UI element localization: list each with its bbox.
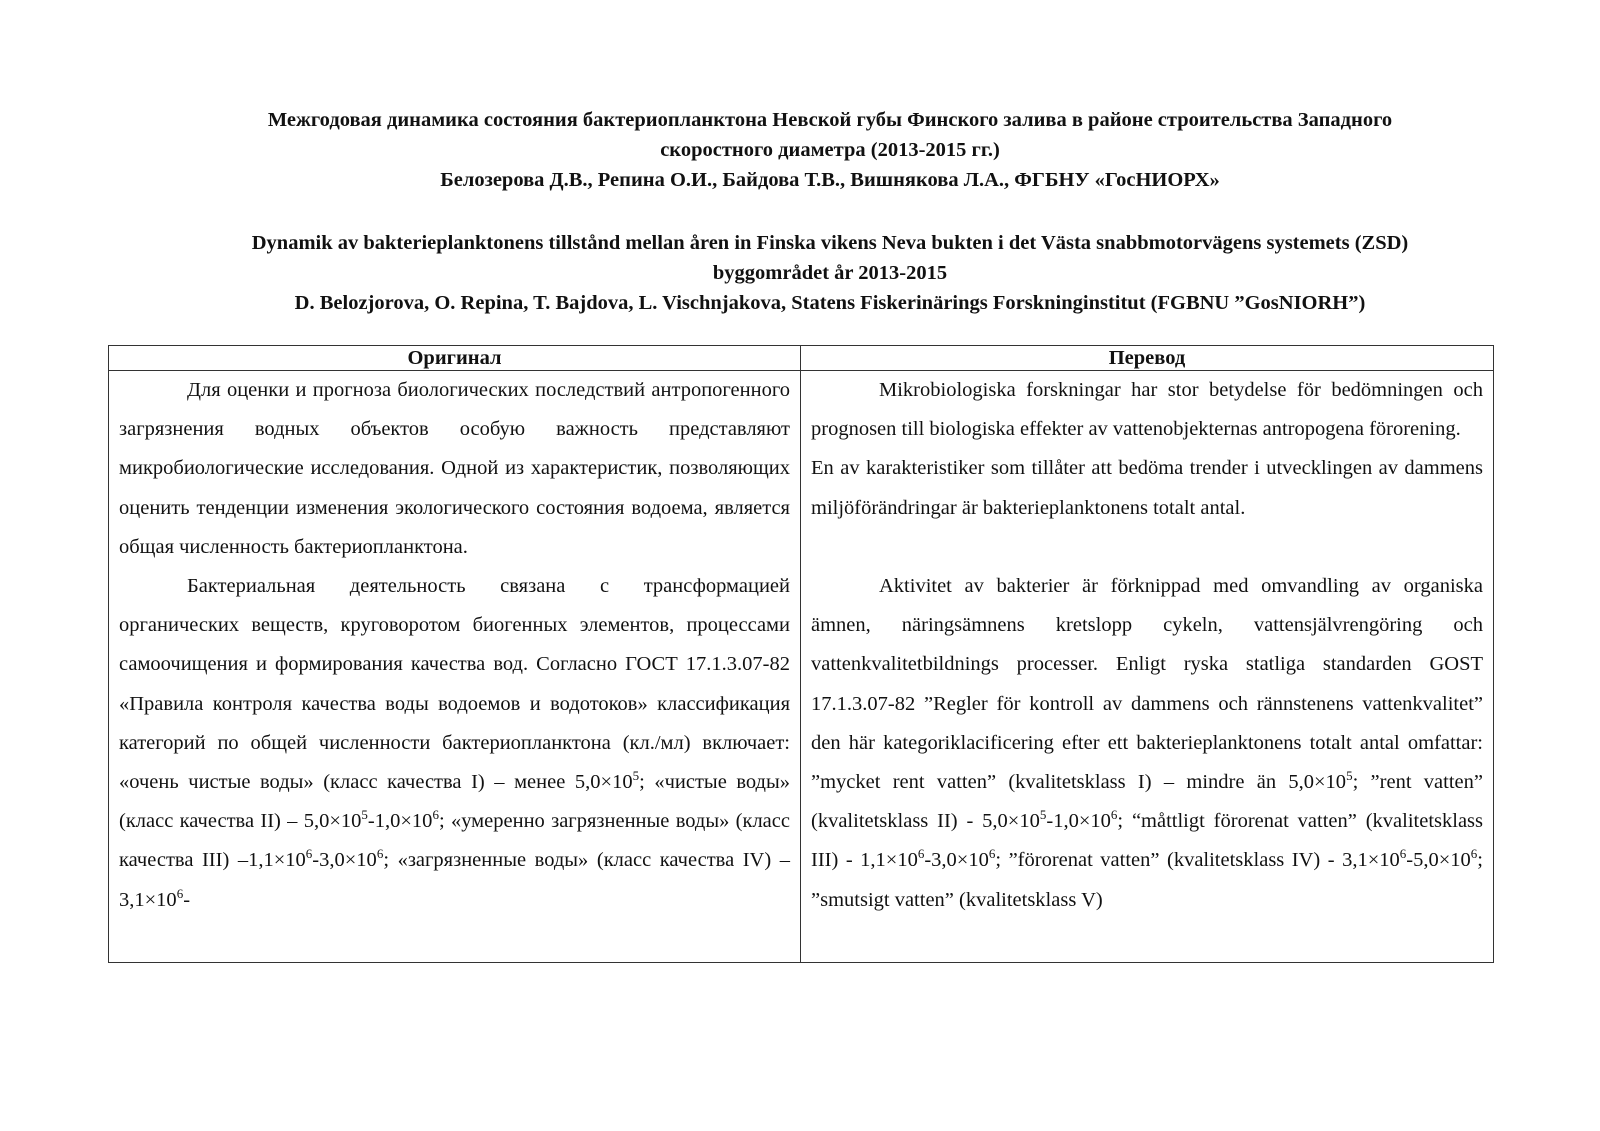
original-p2-text-b: ; «чистые воды» (класс качества II) – 5,0×10	[119, 771, 790, 833]
title-ru-line1: Межгодовая динамика состояния бактериопланктона Невской губы Финского залива в районе строительства Западного	[267, 109, 1393, 131]
table-row	[109, 371, 1494, 963]
original-cell	[109, 371, 801, 963]
original-paragraph-2	[119, 567, 790, 920]
translation-p2-text-h: ; ”smutsigt vatten” (kvalitetsklass V)	[811, 849, 1483, 911]
original-p2-text-f: ; «загрязненные воды» (класс качества IV) – 3,1×10	[119, 849, 791, 911]
exponent: 6	[176, 885, 184, 901]
exponent: 6	[988, 846, 996, 862]
translation-p2-text-e: -3,0×10	[924, 849, 989, 872]
exponent: 6	[376, 846, 384, 862]
title-sv-line2: byggområdet år 2013-2015	[712, 262, 948, 284]
translation-p2-text-a: Aktivitet av bakterier är förknippad med omvandling av organiska ämnen, näringsämnens kretslopp cykeln, vattensjälvrengöring och vattenkvalitetbildnings processer. Enligt ryska statliga standarden GOST 17.1.3.07-82 ”Regler för kontroll av dammens och rännstenens vattenkvalitet” den här kategoriklacificering efter ett bakterieplanktonens totalt antal omfattar: ”mycket rent vatten” (kvalitetsklass I) – mindre än 5,0×10	[811, 575, 1483, 794]
translation-paragraph-1: Mikrobiologiska forskningar har stor betydelse för bedömningen och prognosen till biologiska effekter av vattenobjekternas antropogena förorening.	[811, 379, 1483, 441]
translation-p2-text-g: -5,0×10	[1406, 849, 1471, 872]
exponent: 5	[1346, 768, 1353, 784]
original-paragraph-1: Для оценки и прогноза биологических последствий антропогенного загрязнения водных объектов особую важность представляют микробиологические исследования. Одной из характеристик, позволяющих оценить тенденции изменения экологического состояния водоема, является общая численность бактериопланктона.	[119, 379, 790, 558]
exponent: 5	[1039, 807, 1047, 823]
exponent: 6	[1399, 846, 1407, 862]
translation-p2-text-f: ; ”förorenat vatten” (kvalitetsklass IV) - 3,1×10	[995, 849, 1400, 872]
exponent: 5	[361, 807, 368, 823]
header-translation: Перевод	[801, 346, 1494, 371]
original-p2-text-e: -3,0×10	[312, 849, 377, 872]
exponent: 6	[305, 846, 313, 862]
authors-ru: Белозерова Д.В., Репина О.И., Байдова Т.В., Вишнякова Л.А., ФГБНУ «ГосНИОРХ»	[440, 169, 1220, 191]
translation-paragraph-1b: En av karakteristiker som tillåter att bedöma trender i utvecklingen av dammens miljöförändringar är bakterieplanktonens totalt antal.	[811, 457, 1483, 519]
title-sv-line1: Dynamik av bakterieplanktonens tillstånd mellan åren in Finska vikens Neva bukten i det Västa snabbmotorvägens systemets (ZSD)	[251, 232, 1409, 254]
translation-paragraph-2	[811, 567, 1483, 920]
original-p2-text-d: ; «умеренно загрязненные воды» (класс качества III) –1,1×10	[119, 810, 790, 872]
translation-cell	[801, 371, 1494, 963]
exponent: 6	[1470, 846, 1478, 862]
translation-p2-text-c: -1,0×10	[1046, 810, 1111, 833]
header-original: Оригинал	[109, 346, 801, 371]
authors-sv: D. Belozjorova, O. Repina, T. Bajdova, L. Vischnjakova, Statens Fiskerinärings Forskninginstitut (FGBNU ”GosNIORH”)	[294, 292, 1366, 314]
heading-russian	[180, 105, 1480, 195]
exponent: 6	[917, 846, 925, 862]
exponent: 6	[432, 807, 439, 823]
heading-swedish	[180, 228, 1480, 318]
exponent: 6	[1110, 807, 1118, 823]
original-p2-text-a: Бактериальная деятельность связана с трансформацией органических веществ, круговоротом биогенных элементов, процессами самоочищения и формирования качества вод. Согласно ГОСТ 17.1.3.07-82 «Правила контроля качества воды водоемов и водотоков» классификация категорий по общей численности бактериопланктона (кл./мл) включает: «очень чистые воды» (класс качества I) – менее 5,0×10	[119, 575, 790, 794]
translation-p2-text-d: ; “måttligt förorenat vatten” (kvalitetsklass III) - 1,1×10	[811, 810, 1483, 872]
exponent: 5	[632, 768, 640, 784]
original-p2-text-g: -	[183, 888, 191, 911]
table-header-row	[109, 346, 1494, 371]
translation-table	[108, 345, 1494, 963]
translation-p2-text-b: ; ”rent vatten” (kvalitetsklass II) - 5,0×10	[811, 771, 1483, 833]
title-ru-line2: скоростного диаметра (2013-2015 гг.)	[660, 139, 1000, 161]
original-p2-text-c: -1,0×10	[367, 810, 433, 833]
